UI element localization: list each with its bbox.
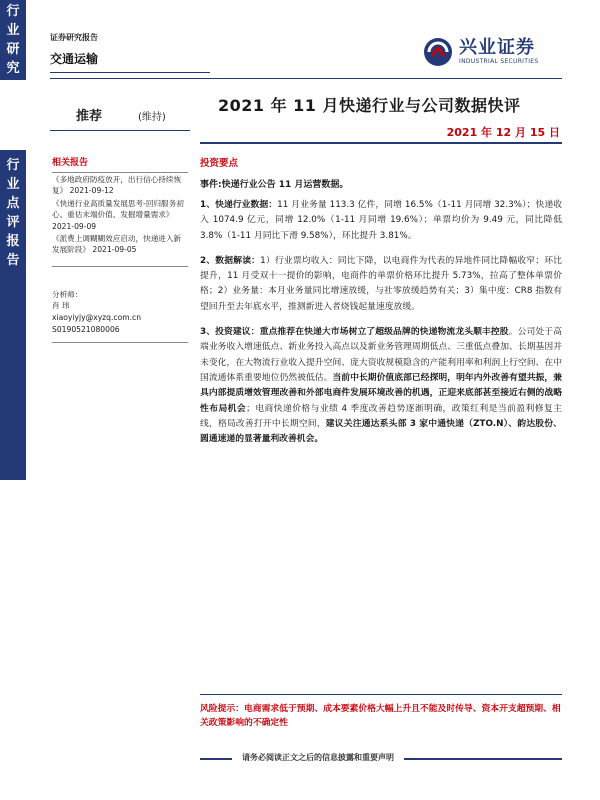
analyst-label: 分析师： bbox=[52, 289, 83, 299]
analyst-email[interactable]: xiaoyiyjy@xyzq.com.cn bbox=[52, 312, 142, 322]
side-band-char: 点 bbox=[6, 196, 20, 211]
related-report-item[interactable]: 《快递行业高质量发展思考-回归服务初心、重估末端价值、发掘增量需求》 2021-09-09 bbox=[52, 198, 184, 231]
paragraph-text: 11 月业务量 113.3 亿件，同增 16.5%（1-11 月同增 32.3%）；快递收入 1074.9 亿元，同增 12.0%（1-11 月同增 19.6%）；单票均价为 9.49 元，同比降低 3.8%（1-11 月同比下滑 9.58%），环比提升 3.81%。 bbox=[200, 200, 562, 241]
risk-warning: 风险提示：电商需求低于预期、成本要素价格大幅上升且不能及时传导、资本开支超预期、相关政策影响的不确定性 bbox=[200, 704, 561, 728]
analyst-name: 肖 玮 bbox=[52, 300, 70, 310]
highlight-text: 当前中长期价值底部已经探明，明年内外改善有望共振，兼具内部提质增效管理改善和外部电商件发展环境改善的机遇，正迎来底部甚至接近右侧的战略性布局机会 bbox=[200, 372, 562, 414]
paragraph-interpretation bbox=[200, 254, 562, 315]
company-logo bbox=[423, 34, 558, 70]
rating-rule bbox=[50, 130, 190, 131]
highlight-text: 重点推荐在快递大市场树立了超级品牌的快递物流龙头顺丰控股 bbox=[259, 327, 509, 338]
side-band-char: 究 bbox=[6, 61, 20, 76]
paragraph-text: 1）行业票均收入：同比下降，以电商件为代表的异地件同比降幅收窄；环比提升，11 月受双十一提价的影响，电商件的单票价格环比提升 5.73%，拉高了整体单票价格；2）业务量：本月业务量同比增速放缓，与社零放缓趋势有关；3）集中度：CR8 指数有望回升至去年底水平，推测新进入者烧钱起量速度放缓。 bbox=[200, 255, 562, 312]
paragraph-industry-data bbox=[200, 198, 562, 244]
related-report-item[interactable]: 《派费上调糊糊效应启动，快递进入新发展阶段》 2021-09-05 bbox=[52, 234, 182, 255]
side-band-top bbox=[0, 0, 26, 80]
side-band-char: 业 bbox=[6, 23, 20, 38]
paragraph-lead: 1、快递行业数据： bbox=[200, 200, 278, 210]
footer-disclaimer: 请务必阅读正文之后的信息披露和重要声明 bbox=[232, 752, 404, 763]
side-band-char: 报 bbox=[6, 234, 20, 249]
analyst-cert-number: S0190521080006 bbox=[52, 324, 120, 334]
header-rule bbox=[50, 78, 562, 79]
logo-cn-text: 兴业证券 bbox=[459, 37, 535, 58]
logo-mark-icon bbox=[423, 37, 453, 67]
related-reports-heading: 相关报告 bbox=[52, 158, 89, 168]
logo-en-text: INDUSTRIAL SECURITIES bbox=[459, 58, 539, 65]
risk-rule bbox=[200, 694, 562, 695]
related-report-item[interactable]: 《多地政府防疫放开，出行信心持续恢复》 2021-09-12 bbox=[52, 175, 182, 196]
doc-type: 证券研究报告 bbox=[50, 33, 98, 42]
paragraph-lead: 2、数据解读： bbox=[200, 255, 261, 266]
side-band-char: 业 bbox=[6, 177, 20, 192]
side-band-char: 评 bbox=[6, 215, 20, 230]
paragraph-lead: 3、投资建议： bbox=[200, 327, 260, 338]
highlight-text: 建议关注通达系头部 3 家中通快递（ZTO.N）、韵达股份、圆通速递的显著量利改善机会。 bbox=[200, 418, 562, 445]
paragraph-text: ；电商快递价格与业绩 4 季度改善趋势逐渐明确，政策红利是当前盈利修复主线，格局改善打开中长期空间， bbox=[200, 403, 562, 429]
rating-label: 推荐 bbox=[76, 109, 103, 124]
paragraph-text: 。公司处于高端业务收入增速低点、新业务投入高点以及新业务管理周期低点、三重低点叠加、长期基因并未变化，在大物流行业收入提升空间、庞大资收规模隐含的产能利用率和利润上行空间、在中国流通体系重要地位仍然被低估。 bbox=[200, 327, 562, 383]
header-rule-left bbox=[50, 72, 210, 73]
sidebar bbox=[52, 155, 188, 343]
rating-status: (维持) bbox=[138, 112, 166, 123]
sidebar-rule bbox=[52, 342, 188, 343]
sector-name: 交通运输 bbox=[50, 52, 99, 66]
section-heading: 投资要点 bbox=[200, 158, 239, 169]
report-body bbox=[200, 155, 562, 447]
side-band-char: 行 bbox=[6, 4, 20, 19]
report-date: 2021 年 12 月 15 日 bbox=[446, 126, 560, 139]
sidebar-rule bbox=[52, 266, 188, 267]
event-line: 事件:快递行业公告 11 月运营数据。 bbox=[200, 180, 349, 190]
side-band-report-type bbox=[0, 150, 26, 480]
page-title: 2021 年 11 月快递行业与公司数据快评 bbox=[218, 96, 521, 115]
paragraph-recommendation bbox=[200, 325, 562, 447]
side-band-char: 告 bbox=[6, 253, 20, 268]
side-band-char: 研 bbox=[6, 42, 20, 57]
side-band-char: 行 bbox=[6, 158, 20, 173]
sidebar-rule bbox=[52, 172, 188, 173]
title-rule bbox=[200, 142, 562, 144]
